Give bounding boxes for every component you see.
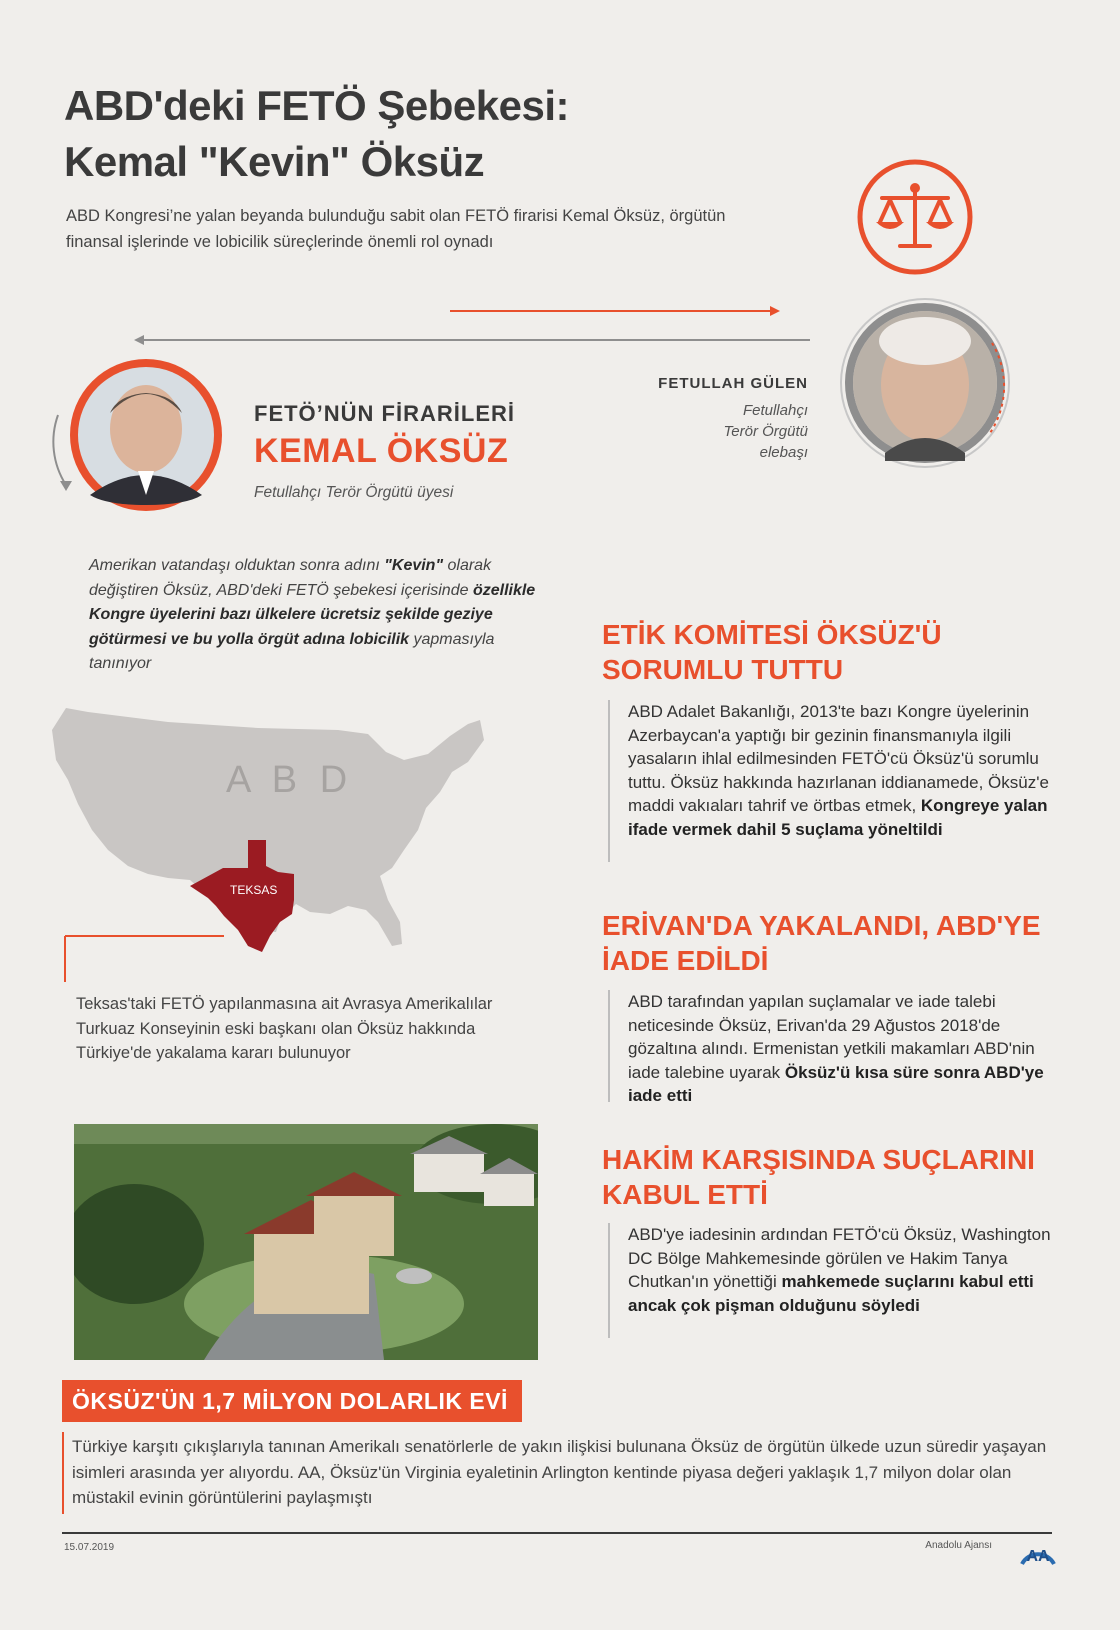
intro-kevin: "Kevin" [384, 557, 444, 574]
intro-text [89, 554, 559, 677]
gulen-role-line-3: elebaşı [759, 444, 808, 461]
footer-agency: Anadolu Ajansı [925, 1540, 992, 1551]
section-2-rule [608, 990, 610, 1102]
kemal-oksuz-name: KEMAL ÖKSÜZ [254, 432, 509, 470]
title-line-1: ABD'deki FETÖ Şebekesi: [64, 82, 569, 129]
section-1-rule [608, 700, 610, 862]
intro-part-3: yapmasıyla tanınıyor [89, 630, 495, 672]
gulen-role-line-1: Fetullahçı [742, 402, 808, 419]
section-3-bold: mahkemede suçlarını kabul etti ancak çok pişman olduğunu söyledi [628, 1272, 1034, 1315]
section-1-text: ABD Adalet Bakanlığı, 2013'te bazı Kongre üyelerinin Azerbaycan'a yaptığı bir gezinin finansmanıyla ilgili yasaların ihlal edilmesinden FETÖ'cü Öksüz'ü sorumlu tuttu. Öksüz hakkında hazırlanan iddianamede, Öksüz'e maddi vakıaları tahrif ve örtbas etmek, [628, 702, 1049, 815]
usa-map [48, 700, 518, 990]
footer-rule [62, 1532, 1052, 1534]
gulen-role [724, 400, 809, 463]
section-1-title [602, 617, 1062, 687]
title-line-2: Kemal "Kevin" Öksüz [64, 138, 485, 185]
connector-arrows [130, 295, 830, 355]
texas-note: Teksas'taki FETÖ yapılanmasına ait Avrasya Amerikalılar Turkuaz Konseyinin eski başkanı olan Öksüz hakkında Türkiye'de yakalama kararı bulunuyor [76, 995, 493, 1062]
intro-bold: özellikle Kongre üyelerini bazı ülkelere ücretsiz şekilde geziye götürmesi ve bu yolla örgüt adına lobicilik [89, 581, 536, 648]
section-1-title-line-1: ETİK KOMİTESİ ÖKSÜZ'Ü [602, 619, 942, 650]
house-photo [74, 1124, 538, 1360]
footer-date: 15.07.2019 [64, 1542, 115, 1553]
section-3-title-line-1: HAKİM KARŞISINDA SUÇLARINI [602, 1144, 1035, 1175]
house-banner: ÖKSÜZ'ÜN 1,7 MİLYON DOLARLIK EVİ [62, 1380, 522, 1422]
scales-of-justice-icon [856, 158, 974, 276]
section-3-body [628, 1223, 1058, 1317]
section-3-text: ABD'ye iadesinin ardından FETÖ'cü Öksüz, Washington DC Bölge Mahkemesinde görülen ve Hakim Tanya Chutkan'ın yönettiği [628, 1225, 1051, 1291]
section-3-title-line-2: KABUL ETTİ [602, 1179, 768, 1210]
section-2-text: ABD tarafından yapılan suçlamalar ve iade talebi neticesinde Öksüz, Erivan'da 29 Ağustos 2018'de gözaltına alındı. Ermenistan yetkili makamları ABD'nin iade talebine uyarak [628, 992, 1035, 1082]
subtitle: ABD Kongresi’ne yalan beyanda bulunduğu sabit olan FETÖ firarisi Kemal Öksüz, örgütün finansal işlerinde ve lobicilik süreçlerinde önemli rol oynadı [66, 207, 726, 251]
map-state-label: TEKSAS [230, 883, 278, 897]
section-2-bold: Öksüz'ü kısa süre sonra ABD'ye iade etti [628, 1062, 1044, 1105]
section-1-body [628, 700, 1058, 841]
intro-part-1: Amerikan vatandaşı olduktan sonra adını [89, 557, 385, 574]
section-2-title [602, 908, 1062, 978]
house-rule [62, 1432, 64, 1514]
section-2-title-line-1: ERİVAN'DA YAKALANDI, ABD'YE [602, 910, 1041, 941]
house-text: Türkiye karşıtı çıkışlarıyla tanınan Amerikalı senatörlerle de yakın ilişkisi bulunana Öksüz de örgütün ülkede uzun süredir yaşayan isimleri arasında yer alıyordu. AA, Öksüz'ün Virginia eyaletinin Arlington kentinde piyasa değeri yaklaşık 1,7 milyon dolar olan müstakil evinin görüntülerini paylaşmıştı [72, 1437, 1047, 1507]
page-title [64, 78, 569, 190]
map-country-label: A B D [226, 759, 354, 801]
section-3-rule [608, 1223, 610, 1338]
section-1-title-line-2: SORUMLU TUTTU [602, 654, 844, 685]
gulen-name: FETULLAH GÜLEN [658, 375, 808, 392]
gulen-portrait [800, 283, 1050, 483]
oksuz-portrait [46, 355, 246, 515]
gulen-role-line-2: Terör Örgütü [723, 423, 808, 440]
intro-part-2: olarak değiştiren Öksüz, ABD'deki FETÖ şebekesi içerisinde [89, 557, 492, 599]
section-2-body [628, 990, 1058, 1108]
section-2-title-line-2: İADE EDİLDİ [602, 945, 769, 976]
section-3-title [602, 1142, 1062, 1212]
fugitives-heading: FETÖ’NÜN FİRARİLERİ [254, 401, 515, 426]
kemal-oksuz-role: Fetullahçı Terör Örgütü üyesi [254, 484, 454, 501]
anadolu-logo-text: AA [1026, 1548, 1050, 1565]
section-1-bold: Kongreye yalan ifade vermek dahil 5 suçlama yöneltildi [628, 796, 1048, 839]
anadolu-logo-icon [1018, 1530, 1058, 1566]
